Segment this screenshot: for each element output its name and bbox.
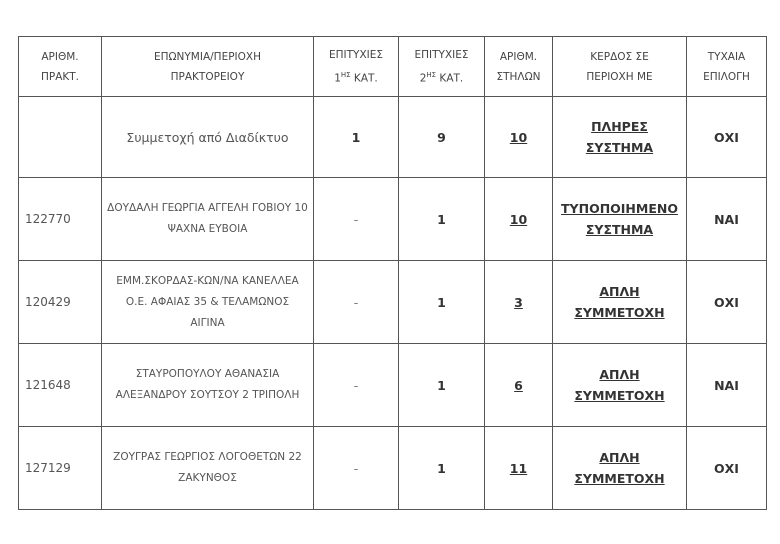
prize-area	[553, 97, 687, 178]
table-row	[19, 97, 767, 178]
header-random-pick: ΤΥΧΑΙΑ ΕΠΙΛΟΓΗ	[687, 37, 767, 97]
columns-count	[485, 261, 553, 344]
agency-number: 121648	[19, 344, 102, 427]
columns-link[interactable]: 3	[514, 294, 523, 310]
columns-link[interactable]: 10	[509, 129, 528, 145]
agency-name: ΣΤΑΥΡΟΠΟΥΛΟΥ ΑΘΑΝΑΣΙΑ ΑΛΕΞΑΝΔΡΟΥ ΣΟΥΤΣΟΥ 2 ΤΡΙΠΟΛΗ	[102, 344, 314, 427]
first-category-wins: -	[314, 427, 399, 510]
table-row	[19, 427, 767, 510]
agency-number: 127129	[19, 427, 102, 510]
prize-area	[553, 261, 687, 344]
table-row	[19, 178, 767, 261]
prize-link[interactable]: ΑΠΛΗ ΣΥΜΜΕΤΟΧΗ	[574, 367, 665, 403]
prize-area	[553, 178, 687, 261]
random-pick: ΟΧΙ	[687, 97, 767, 178]
second-category-wins: 1	[399, 261, 485, 344]
prize-link[interactable]: ΑΠΛΗ ΣΥΜΜΕΤΟΧΗ	[574, 450, 665, 486]
prize-link[interactable]: ΠΛΗΡΕΣ ΣΥΣΤΗΜΑ	[585, 119, 654, 155]
agency-number: 122770	[19, 178, 102, 261]
columns-count	[485, 344, 553, 427]
agency-name: ΖΟΥΓΡΑΣ ΓΕΩΡΓΙΟΣ ΛΟΓΟΘΕΤΩΝ 22 ΖΑΚΥΝΘΟΣ	[102, 427, 314, 510]
columns-link[interactable]: 10	[509, 211, 528, 227]
agency-number	[19, 97, 102, 178]
columns-count	[485, 178, 553, 261]
winners-table	[18, 36, 767, 510]
header-columns: ΑΡΙΘΜ. ΣΤΗΛΩΝ	[485, 37, 553, 97]
prize-link[interactable]: ΤΥΠΟΠΟΙΗΜΕΝΟ ΣΥΣΤΗΜΑ	[561, 201, 678, 237]
second-category-wins: 9	[399, 97, 485, 178]
agency-name: ΕΜΜ.ΣΚΟΡΔΑΣ-ΚΩΝ/ΝΑ ΚΑΝΕΛΛΕΑ Ο.Ε. ΑΦΑΙΑΣ 35 & ΤΕΛΑΜΩΝΟΣ ΑΙΓΙΝΑ	[102, 261, 314, 344]
header-agency-name: ΕΠΩΝΥΜΙΑ/ΠΕΡΙΟΧΗ ΠΡΑΚΤΟΡΕΙΟΥ	[102, 37, 314, 97]
header-agency-number: ΑΡΙΘΜ. ΠΡΑΚΤ.	[19, 37, 102, 97]
columns-link[interactable]: 6	[514, 377, 523, 393]
agency-name: ΔΟΥΔΑΛΗ ΓΕΩΡΓΙΑ ΑΓΓΕΛΗ ΓΟΒΙΟΥ 10 ΨΑΧΝΑ ΕΥΒΟΙΑ	[102, 178, 314, 261]
header-prize-area: ΚΕΡΔΟΣ ΣΕ ΠΕΡΙΟΧΗ ΜΕ	[553, 37, 687, 97]
prize-area	[553, 427, 687, 510]
columns-count	[485, 97, 553, 178]
first-category-wins: -	[314, 261, 399, 344]
table-row	[19, 344, 767, 427]
second-category-wins: 1	[399, 427, 485, 510]
second-category-wins: 1	[399, 178, 485, 261]
header-row	[19, 37, 767, 97]
second-category-wins: 1	[399, 344, 485, 427]
header-second-category: ΕΠΙΤΥΧΙΕΣ $2^{H\Sigma}$ ΚΑΤ.	[399, 37, 485, 97]
columns-link[interactable]: 11	[509, 460, 528, 476]
first-category-wins: -	[314, 178, 399, 261]
columns-count	[485, 427, 553, 510]
random-pick: ΟΧΙ	[687, 261, 767, 344]
first-category-wins: -	[314, 344, 399, 427]
prize-area	[553, 344, 687, 427]
prize-link[interactable]: ΑΠΛΗ ΣΥΜΜΕΤΟΧΗ	[574, 284, 665, 320]
random-pick: ΟΧΙ	[687, 427, 767, 510]
table-row	[19, 261, 767, 344]
first-category-wins: 1	[314, 97, 399, 178]
agency-number: 120429	[19, 261, 102, 344]
random-pick: ΝΑΙ	[687, 344, 767, 427]
random-pick: ΝΑΙ	[687, 178, 767, 261]
header-first-category: ΕΠΙΤΥΧΙΕΣ $1^{H\Sigma}$ ΚΑΤ.	[314, 37, 399, 97]
agency-name: Συμμετοχή από Διαδίκτυο	[102, 97, 314, 178]
